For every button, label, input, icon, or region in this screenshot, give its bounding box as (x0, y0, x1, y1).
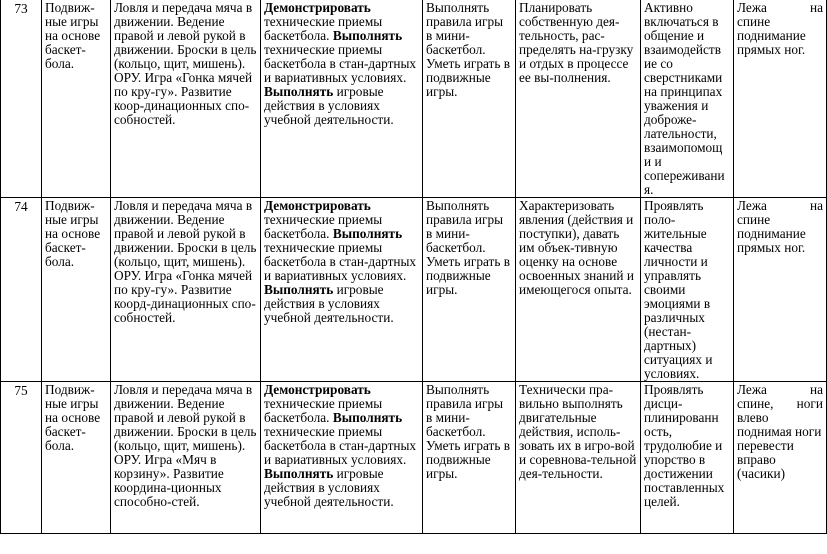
lesson-content: Ловля и передача мяча в движении. Ведение правой и левой рукой в движении. Броски в цель (кольцо, щит, мишень). ОРУ. Игра «Гонка мячей по кру-гу». Развитие коорд-динационных спо-собностей. (111, 198, 261, 382)
table-row (1, 198, 827, 382)
activity-verb: Выполнять (332, 226, 403, 241)
lesson-number: 73 (1, 0, 42, 198)
homework-word: ноги (796, 396, 823, 411)
activity-text: игровые действия в условиях учебной деятельности. (264, 466, 394, 509)
activity-text: технические приемы баскетбола. (264, 396, 383, 425)
lesson-topic: Подвиж-ные игры на основе баскет-бола. (42, 198, 111, 382)
homework-line (737, 1, 823, 15)
lesson-topic: Подвиж-ные игры на основе баскет-бола. (42, 0, 111, 198)
homework-word: Лежа (737, 198, 767, 213)
activity-text: игровые действия в условиях учебной деятельности. (264, 282, 394, 325)
table-row (1, 382, 827, 534)
lesson-content: Ловля и передача мяча в движении. Ведение правой и левой рукой в движении. Броски в цель (кольцо, щит, мишень). ОРУ. Игра «Мяч в корзину». Развитие координа-ционных способно-стей. (111, 382, 261, 534)
meta-results: Планировать собственную дея-тельность, рас-пределять на-грузку и отдых в процессе ее вы-полнения. (516, 0, 641, 198)
personal-results: Активно включаться в общение и взаимодейств ие со сверстниками на принципах уважения и доброже-лательности, взаимопомощ и и сопереживани я. (641, 0, 734, 198)
personal-results: Проявлять дисци-плинированн ость, трудолюбие и упорство в достижении поставленных целей. (641, 382, 734, 534)
activity-verb: Выполнять (264, 282, 334, 297)
homework-text: спине поднимание прямых ног. (737, 14, 806, 57)
subject-results: Выполнять правила игры в мини-баскетбол. Уметь играть в подвижные игры. (423, 198, 516, 382)
homework-word: на (809, 0, 823, 15)
homework-line (737, 199, 823, 213)
table-row (1, 0, 827, 198)
homework (734, 198, 827, 382)
homework-word: на (809, 382, 823, 397)
subject-results: Выполнять правила игры в мини-баскетбол. Уметь играть в подвижные игры. (423, 382, 516, 534)
student-activities (261, 198, 423, 382)
activity-verb: Демонстрировать (264, 0, 371, 15)
activity-text: технические приемы баскетбола в стан-дартных и вариативных условиях. (264, 424, 417, 467)
homework (734, 382, 827, 534)
activity-text: технические приемы баскетбола в стан-дартных и вариативных условиях. (264, 240, 417, 283)
activity-text: технические приемы баскетбола. (264, 212, 383, 241)
activity-text: технические приемы баскетбола. (264, 14, 383, 43)
meta-results: Технически пра-вильно выполнять двигательные действия, исполь-зовать их в игро-вой и соревнова-тельной дея-тельности. (516, 382, 641, 534)
lesson-content: Ловля и передача мяча в движении. Ведение правой и левой рукой в движении. Броски в цель (кольцо, щит, мишень). ОРУ. Игра «Гонка мячей по кру-гу». Развитие коор-динационных спо-собностей. (111, 0, 261, 198)
activity-verb: Выполнять (332, 28, 403, 43)
homework-line (737, 397, 823, 411)
meta-results: Характеризовать явления (действия и поступки), давать им объек-тивную оценку на основе освоенных знаний и имеющегося опыта. (516, 198, 641, 382)
homework-word: Лежа (737, 382, 767, 397)
homework-word: на (809, 198, 823, 213)
lesson-number: 75 (1, 382, 42, 534)
lesson-topic: Подвиж-ные игры на основе баскет-бола. (42, 382, 111, 534)
activity-verb: Выполнять (332, 410, 403, 425)
subject-results: Выполнять правила игры в мини-баскетбол. Уметь играть в подвижные игры. (423, 0, 516, 198)
activity-verb: Демонстрировать (264, 382, 371, 397)
student-activities (261, 0, 423, 198)
lesson-plan-table-bottom (0, 381, 827, 534)
activity-text: игровые действия в условиях учебной деятельности. (264, 84, 394, 127)
personal-results: Проявлять поло-жительные качества личности и управлять своими эмоциями в различных (нестан-дартных) ситуациях и условиях. (641, 198, 734, 382)
homework-text: спине поднимание прямых ног. (737, 212, 806, 255)
homework (734, 0, 827, 198)
activity-text: технические приемы баскетбола в стан-дартных и вариативных условиях. (264, 42, 417, 85)
homework-text: влево поднимая ноги перевести вправо (часики) (737, 410, 822, 481)
homework-word: спине, (737, 396, 774, 411)
activity-verb: Выполнять (264, 466, 334, 481)
activity-verb: Демонстрировать (264, 198, 371, 213)
homework-line (737, 383, 823, 397)
homework-word: Лежа (737, 0, 767, 15)
lesson-number: 74 (1, 198, 42, 382)
activity-verb: Выполнять (264, 84, 334, 99)
student-activities (261, 382, 423, 534)
